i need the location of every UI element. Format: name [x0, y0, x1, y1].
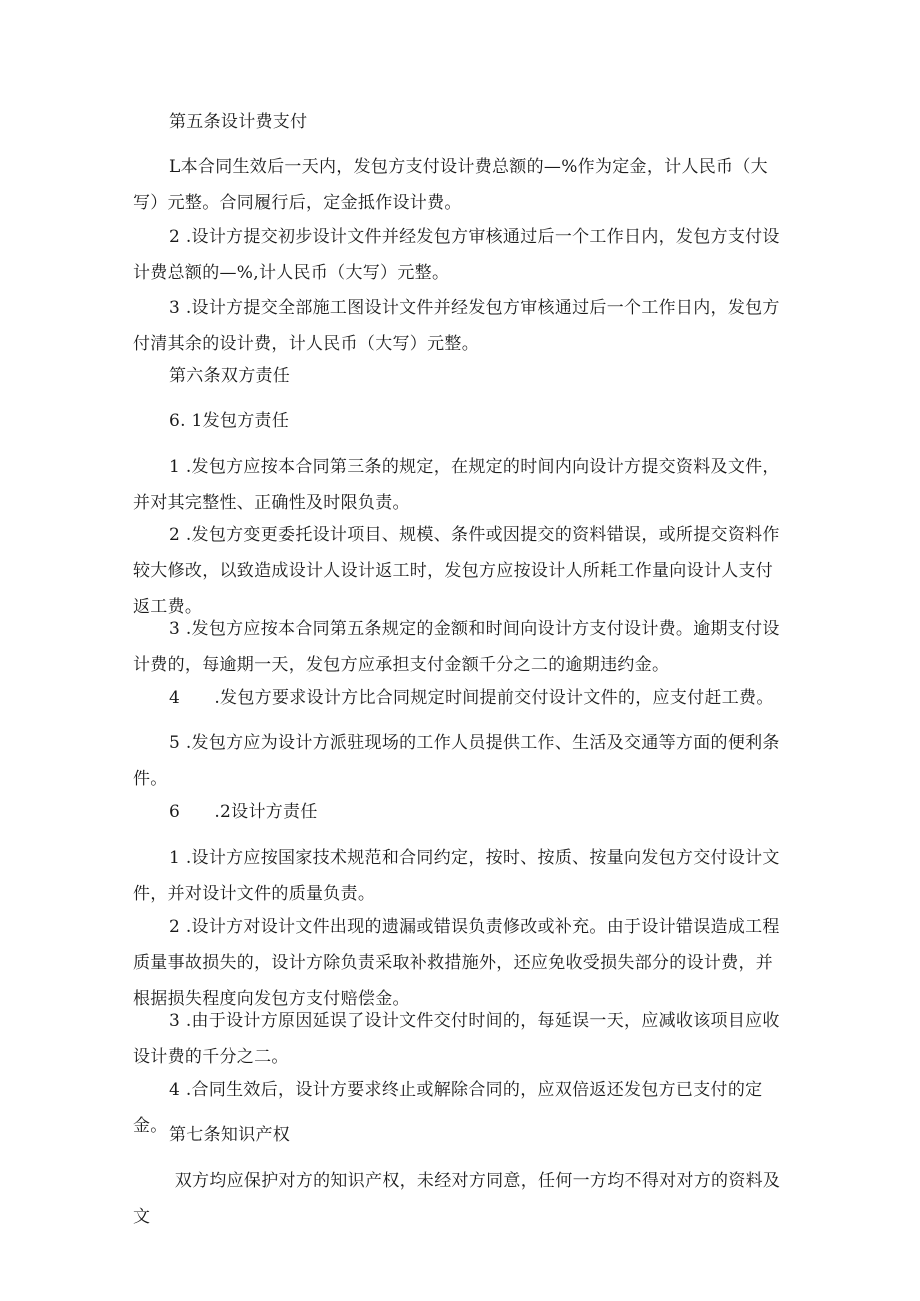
paragraph: 2 .设计方提交初步设计文件并经发包方审核通过后一个工作日内，发包方支付设计费总额的—%,计人民币（大写）元整。	[133, 227, 780, 283]
section-heading-5: 第五条设计费支付	[169, 112, 308, 132]
paragraph: 3 .设计方提交全部施工图设计文件并经发包方审核通过后一个工作日内，发包方付清其余的设计费，计人民币（大写）元整。	[133, 298, 780, 354]
subsection-heading: 6 .2设计方责任	[169, 802, 318, 822]
paragraph: L本合同生效后一天内，发包方支付设计费总额的—%作为定金，计人民币（大写）元整。合同履行后，定金抵作设计费。	[133, 157, 768, 213]
paragraph: 2 .发包方变更委托设计项目、规模、条件或因提交的资料错误，或所提交资料作较大修改，以致造成设计人设计返工时，发包方应按设计人所耗工作量向设计人支付返工费。	[133, 525, 780, 617]
paragraph: 双方均应保护对方的知识产权，未经对方同意，任何一方均不得对对方的资料及文	[133, 1171, 781, 1227]
paragraph: 5 .发包方应为设计方派驻现场的工作人员提供工作、生活及交通等方面的便利条件。	[133, 733, 780, 789]
paragraph: 4 .合同生效后，设计方要求终止或解除合同的，应双倍返还发包方已支付的定金。	[133, 1080, 763, 1136]
paragraph: 3 .发包方应按本合同第五条规定的金额和时间向设计方支付设计费。逾期支付设计费的，每逾期一天，发包方应承担支付金额千分之二的逾期违约金。	[133, 619, 780, 675]
section-heading-7: 第七条知识产权	[169, 1125, 291, 1145]
paragraph: 1 .发包方应按本合同第三条的规定，在规定的时间内向设计方提交资料及文件，并对其完整性、正确性及时限负责。	[133, 457, 780, 513]
paragraph: 1 .设计方应按国家技术规范和合同约定，按时、按质、按量向发包方交付设计文件，并对设计文件的质量负责。	[133, 848, 780, 904]
section-heading-6: 第六条双方责任	[169, 366, 291, 386]
paragraph: 3 .由于设计方原因延误了设计文件交付时间的，每延误一天，应减收该项目应收设计费的千分之二。	[133, 1011, 780, 1067]
paragraph: 2 .设计方对设计文件出现的遗漏或错误负责修改或补充。由于设计错误造成工程质量事故损失的，设计方除负责采取补救措施外，还应免收受损失部分的设计费，并根据损失程度向发包方支付赔偿金。	[133, 917, 780, 1009]
subsection-heading: 6. 1发包方责任	[169, 411, 290, 431]
paragraph: 4 .发包方要求设计方比合同规定时间提前交付设计文件的，应支付赶工费。	[169, 688, 774, 708]
